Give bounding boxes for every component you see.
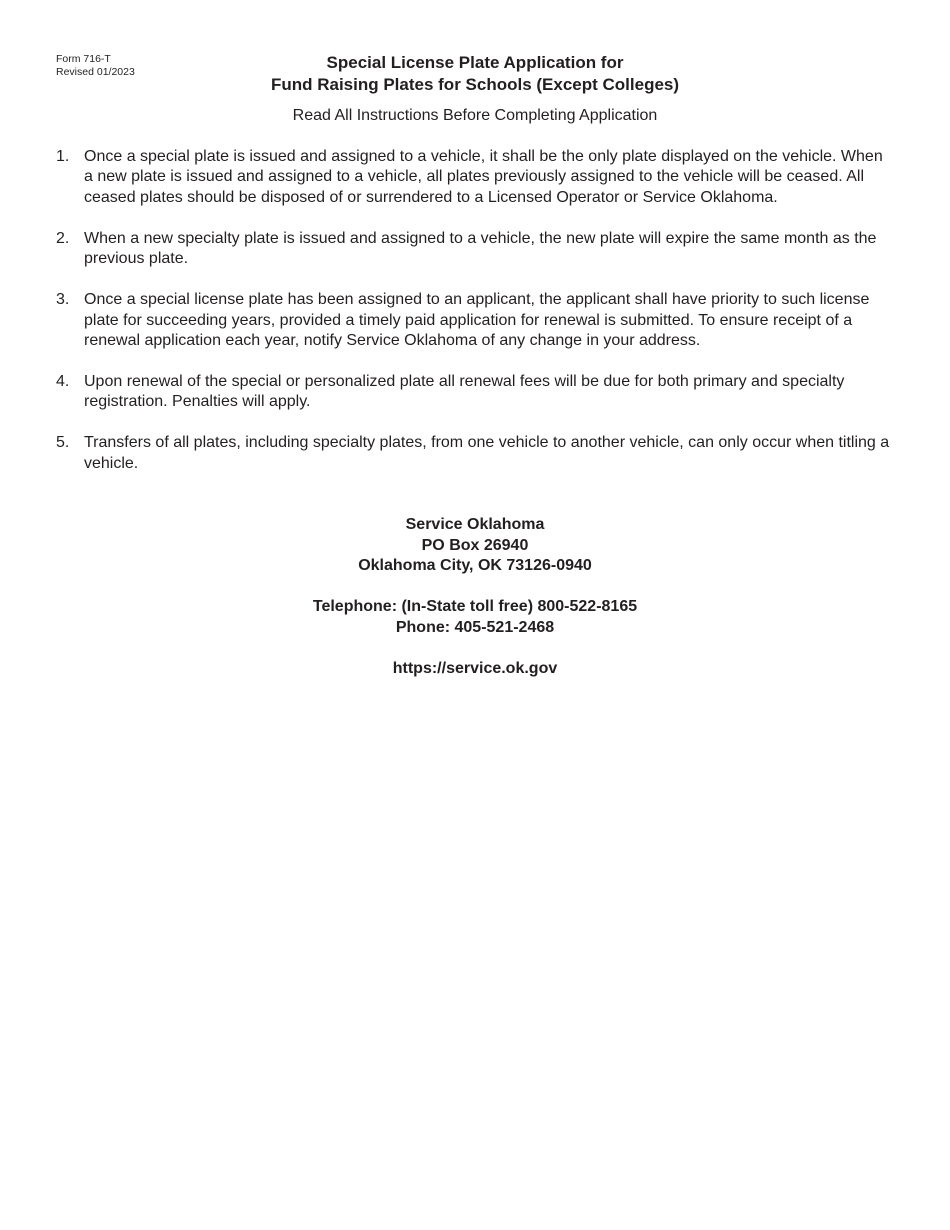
instruction-number: 2. — [56, 229, 70, 247]
instruction-item — [56, 433, 896, 474]
contact-organization: Service Oklahoma — [405, 516, 545, 533]
instruction-item — [56, 290, 896, 351]
contact-phone: Phone: 405-521-2468 — [395, 618, 555, 636]
contact-block — [0, 515, 950, 679]
contact-city: Oklahoma City, OK 73126-0940 — [358, 557, 592, 574]
page-subtitle: Read All Instructions Before Completing Application — [292, 107, 658, 124]
instructions-list — [56, 147, 896, 495]
form-number: Form 716-T — [56, 53, 111, 65]
document-header — [0, 52, 950, 126]
spacer — [0, 577, 950, 598]
instruction-text: Once a special license plate has been assigned to an applicant, the applicant shall have priority to such license plate for succeeding years, provided a timely paid application for renewal is submitted. To ensure receipt of a renewal application each year, notify Service Oklahoma of any change in your address. — [84, 291, 870, 350]
spacer — [0, 638, 950, 659]
instruction-item — [56, 372, 896, 413]
instruction-text: Transfers of all plates, including specialty plates, from one vehicle to another vehicle, can only occur when titling a vehicle. — [84, 434, 890, 472]
instruction-text: Once a special plate is issued and assigned to a vehicle, it shall be the only plate displayed on the vehicle. When a new plate is issued and assigned to a vehicle, all plates previously assigned to the vehicle will be ceased. All ceased plates should be disposed of or surrendered to a Licensed Operator or Service Oklahoma. — [84, 148, 883, 206]
instruction-number: 4. — [56, 373, 70, 391]
instruction-item — [56, 229, 896, 270]
instruction-item — [56, 147, 896, 208]
contact-website: https://service.ok.gov — [392, 659, 558, 677]
contact-po-box: PO Box 26940 — [421, 536, 529, 554]
instruction-text: When a new specialty plate is issued and assigned to a vehicle, the new plate will expire the same month as the previous plate. — [84, 229, 877, 268]
instruction-number: 3. — [56, 291, 70, 309]
page-title — [0, 52, 950, 96]
contact-telephone: Telephone: (In-State toll free) 800-522-8165 — [312, 598, 638, 615]
title-line-2: Fund Raising Plates for Schools (Except Colleges) — [270, 75, 680, 94]
form-revision-date: Revised 01/2023 — [56, 66, 135, 78]
instruction-number: 1. — [56, 148, 70, 165]
title-line-1: Special License Plate Application for — [326, 53, 624, 72]
instruction-text: Upon renewal of the special or personalized plate all renewal fees will be due for both primary and specialty registration. Penalties will apply. — [84, 373, 845, 411]
instruction-number: 5. — [56, 434, 70, 452]
